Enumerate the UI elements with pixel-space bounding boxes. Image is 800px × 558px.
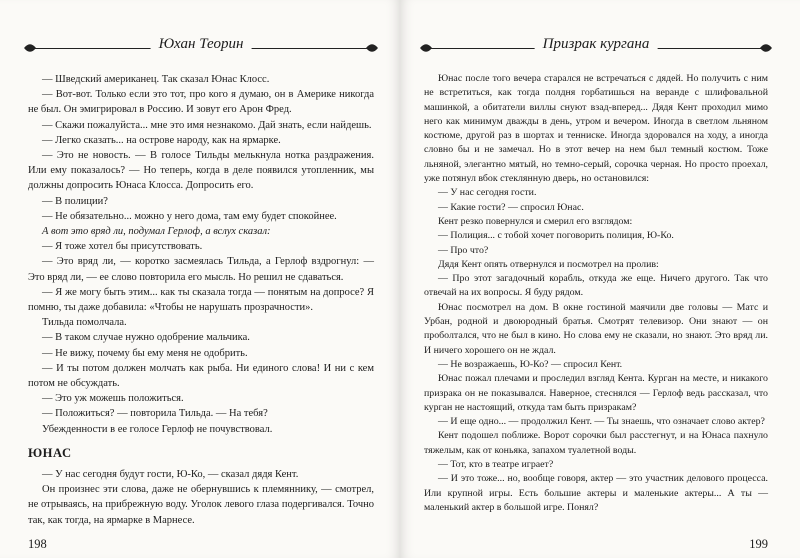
left-header <box>28 26 374 72</box>
left-text-top <box>28 72 374 437</box>
running-head-right: Призрак кургана <box>535 36 658 53</box>
paragraph: — Какие гости? — спросил Юнас. <box>438 201 584 213</box>
paragraph: — Шведский американец. Так сказал Юнас Клосс. <box>42 74 270 85</box>
paragraph: — И ты потом должен молчать как рыба. Ни единого слова! И ни с кем потом не обсуждать. <box>28 362 374 390</box>
paragraph: Убежденности в ее голосе Герлоф не почувствовал. <box>42 423 273 435</box>
paragraph: — Я же могу быть этим... как ты сказала тогда — понятым на допросе? Я помню, ты даже добавила: «Чтобы не нарушать прозрачности». <box>28 286 374 314</box>
paragraph: — Я тоже хотел бы присутствовать. <box>42 241 203 253</box>
paragraph: — У нас сегодня гости. <box>438 187 537 199</box>
paragraph: — Не возражаешь, Ю-Ко? — спросил Кент. <box>438 358 623 370</box>
paragraph: — Вот-вот. Только если это тот, про кого я думаю, он в Америке никогда не был. Он эмигрировал в Россию. И зовут его Арон Фред. <box>28 89 374 116</box>
right-page <box>400 0 800 558</box>
paragraph: — Это уж можешь положиться. <box>42 393 184 405</box>
paragraph: Дядя Кент опять отвернулся и посмотрел на пролив: <box>438 258 659 270</box>
paragraph: — Легко сказать... на острове народу, как на ярмарке. <box>42 134 281 146</box>
paragraph: — Про этот загадочный корабль, откуда же еще. Ничего другого. Так что отвечай на их вопросы. Я буду рядом. <box>424 273 768 299</box>
paragraph: — Не вижу, почему бы ему меня не одобрить. <box>42 347 248 359</box>
paragraph: — Это вряд ли, — коротко засмеялась Тильда, а Герлоф вздрогнул: — Это вряд ли, — ее слово повторила его мысль. Но решил не сдаваться. <box>28 256 374 283</box>
paragraph: Юнас пожал плечами и проследил взгляд Кента. Курган на месте, и никакого призрака он не показывался. Наверное, стеснялся — Герлоф ведь рассказал, что курган не настоящий, откуда там быть призракам? <box>424 373 768 413</box>
paragraph: — Полиция... с тобой хочет поговорить полиция, Ю-Ко. <box>438 230 674 242</box>
right-text <box>424 72 768 515</box>
header-ornament-icon <box>420 43 432 53</box>
paragraph: — Положиться? — повторила Тильда. — На тебя? <box>42 408 268 420</box>
paragraph: Он произнес эти слова, даже не обернувшись к племяннику, — смотрел, не отрываясь, на прибрежную воду. Уголок левого глаза подергивался. Точно так, как тогда, на ярмарке в Марнесе. <box>28 484 374 526</box>
section-heading: ЮНАС <box>28 445 72 460</box>
paragraph: — Скажи пожалуйста... мне это имя незнакомо. Дай знать, если найдешь. <box>42 119 372 131</box>
page-number-left: 198 <box>28 537 47 551</box>
paragraph: — И это тоже... но, вообще говоря, актер — это участник делового процесса. Или крупной игры. Есть большие актеры и маленькие актеры... А ты — маленький актер в большой игре. Понял? <box>424 473 768 513</box>
paragraph: — В таком случае нужно одобрение мальчика. <box>42 332 250 344</box>
header-ornament-icon <box>760 43 772 53</box>
left-text-bottom <box>28 467 374 528</box>
paragraph: Юнас посмотрел на дом. В окне гостиной маячили две головы — Матс и Урбан, родной и двоюродный братья. Смотрят телевизор. Они знают — он проболтался, что не был в кино. Но слова ему не сказали, но знают. Это вряд ли. И ничего хорошего он не ждал. <box>424 301 768 356</box>
paragraph: — У нас сегодня будут гости, Ю-Ко, — сказал дядя Кент. <box>42 469 299 481</box>
paragraph: — В полиции? <box>42 195 108 207</box>
right-header <box>424 26 768 72</box>
running-head-left: Юхан Теорин <box>151 36 252 53</box>
right-body <box>424 72 768 515</box>
header-ornament-icon <box>24 43 36 53</box>
paragraph: А вот это вряд ли, подумал Герлоф, а вслух сказал: <box>42 226 271 238</box>
header-ornament-icon <box>366 43 378 53</box>
paragraph: Кент резко повернулся и смерил его взглядом: <box>438 215 633 227</box>
paragraph: — И еще одно... — продолжил Кент. — Ты знаешь, что означает слово актер? <box>438 416 765 428</box>
paragraph: Кент подошел поближе. Ворот сорочки был расстегнут, и на Юнаса пахнуло тяжелым, как от коньяка, запахом туалетной воды. <box>424 430 768 456</box>
paragraph: — Тот, кто в театре играет? <box>438 459 554 471</box>
page-number-right: 199 <box>749 537 768 551</box>
paragraph: — Это не новость. — В голосе Тильды мелькнула нотка раздражения. Или ему показалось? — Но теперь, когда в деле появился утопленник, мы должны допросить Юнаса Клосса. Допросить его. <box>28 150 374 192</box>
paragraph: Юнас после того вечера старался не встречаться с дядей. Но получить с ним не встретиться, как тогда полдня горбатишься на веранде с шлифовальной машинкой, а обитатели виллы снуют взад-вперед... Дядя Кент проходил мимо него как минимум дважды в день, утром и вечером. Иногда в светлом льняном костюме, другой раз в шортах и тенниске. Иногда здоровался на ходу, а иногда словно бы и не замечал. Но в этот вечер на нем был темный костюм. Тоже льняной, элегантно мятый, но темно-серый, сорочка черная. Но просто проехал, уже потянул вбок стеклянную дверь, но остановился: <box>424 73 768 185</box>
left-body <box>28 72 374 528</box>
paragraph: — Про что? <box>438 244 489 256</box>
paragraph: — Не обязательно... можно у него дома, там ему будет спокойнее. <box>42 210 337 222</box>
paragraph: Тильда помолчала. <box>42 317 127 329</box>
